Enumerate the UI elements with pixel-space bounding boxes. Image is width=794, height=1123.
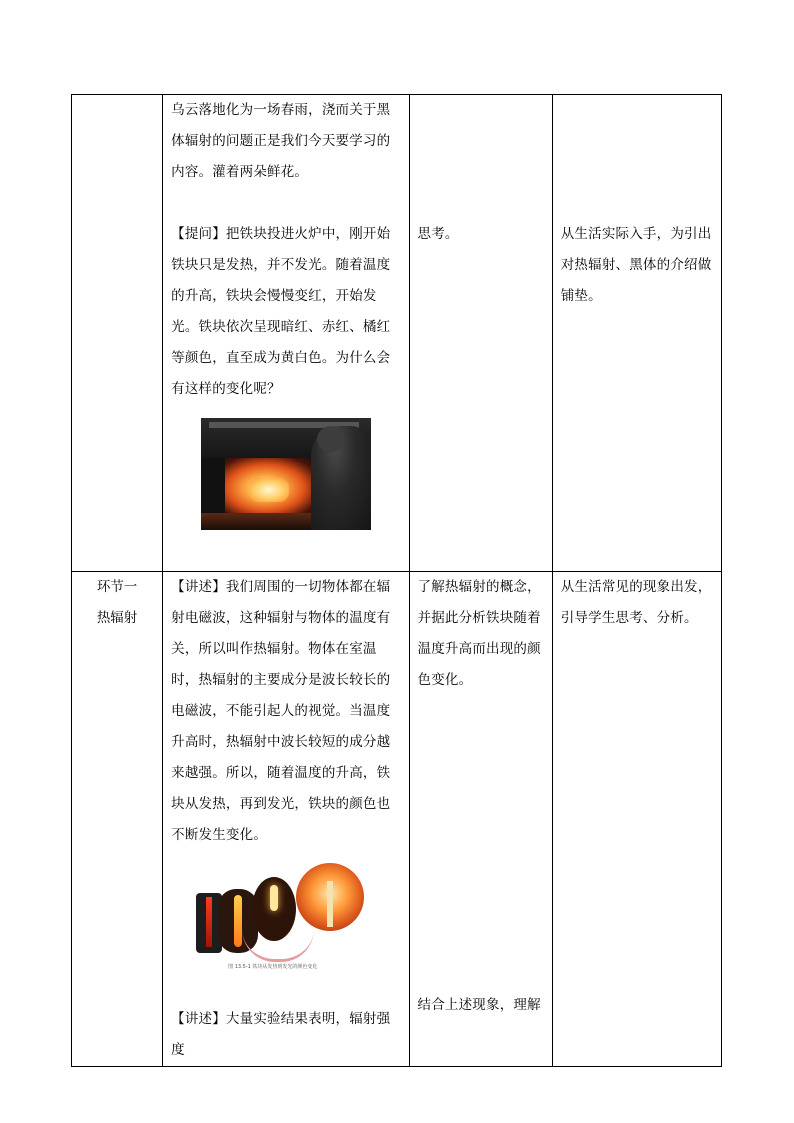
- teacher-explain-text: 【讲述】我们周围的一切物体都在辐射电磁波，这种辐射与物体的温度有关，所以叫作热辐射。物体在室温时，热辐射的主要成分是波长较长的电磁波，不能引起人的视觉。当温度升高时，热辐射中波长较短的成分越来越强。所以，随着温度的升高，铁块从发热，再到发光，铁块的颜色也不断发生变化。: [171, 579, 391, 843]
- stage-cell: [72, 95, 163, 572]
- design-intent-text: 从生活实际入手，为引出对热辐射、黑体的介绍做铺垫。: [560, 226, 712, 304]
- forge-photo: [201, 418, 371, 530]
- teacher-activity-cell: [163, 95, 409, 572]
- stage-label-line2: 热辐射: [96, 610, 138, 626]
- curved-arrow-icon: [242, 929, 314, 962]
- student-activity-text: 了解热辐射的概念，并据此分析铁块随着温度升高而出现的颜色变化。: [417, 579, 541, 688]
- lesson-plan-table: [71, 94, 722, 1067]
- stage-label-line1: 环节一: [96, 579, 138, 595]
- design-intent-cell: [552, 95, 721, 572]
- teacher-question-text: 【提问】把铁块投进火炉中，刚开始铁块只是发热，并不发光。随着温度的升高，铁块会慢慢变红，开始发光。铁块依次呈现暗红、赤红、橘红等颜色，直至成为黄白色。为什么会有这样的变化呢？: [171, 226, 391, 397]
- figure-caption: 图 13.5-1 铁块从发热到发光的颜色变化: [228, 964, 318, 970]
- iron-color-figure: [196, 863, 386, 973]
- design-intent-text: 从生活常见的现象出发，引导学生思考、分析。: [560, 579, 712, 626]
- stage-cell: [72, 572, 163, 1067]
- student-activity-cell: [409, 95, 552, 572]
- teacher-activity-cell: [163, 572, 409, 1067]
- teacher-explain2-text: 【讲述】大量实验结果表明，辐射强度: [171, 1011, 391, 1058]
- student-activity-cell: [409, 572, 552, 1067]
- teacher-intro-text: 乌云落地化为一场春雨，浇而关于黑体辐射的问题正是我们今天要学习的内容。灌着两朵鲜花。: [171, 102, 391, 180]
- table-row: [72, 572, 722, 1067]
- student-activity-text2: 结合上述现象，理解: [417, 997, 541, 1013]
- student-activity-text: 思考。: [417, 226, 459, 242]
- table-row: [72, 95, 722, 572]
- design-intent-cell: [552, 572, 721, 1067]
